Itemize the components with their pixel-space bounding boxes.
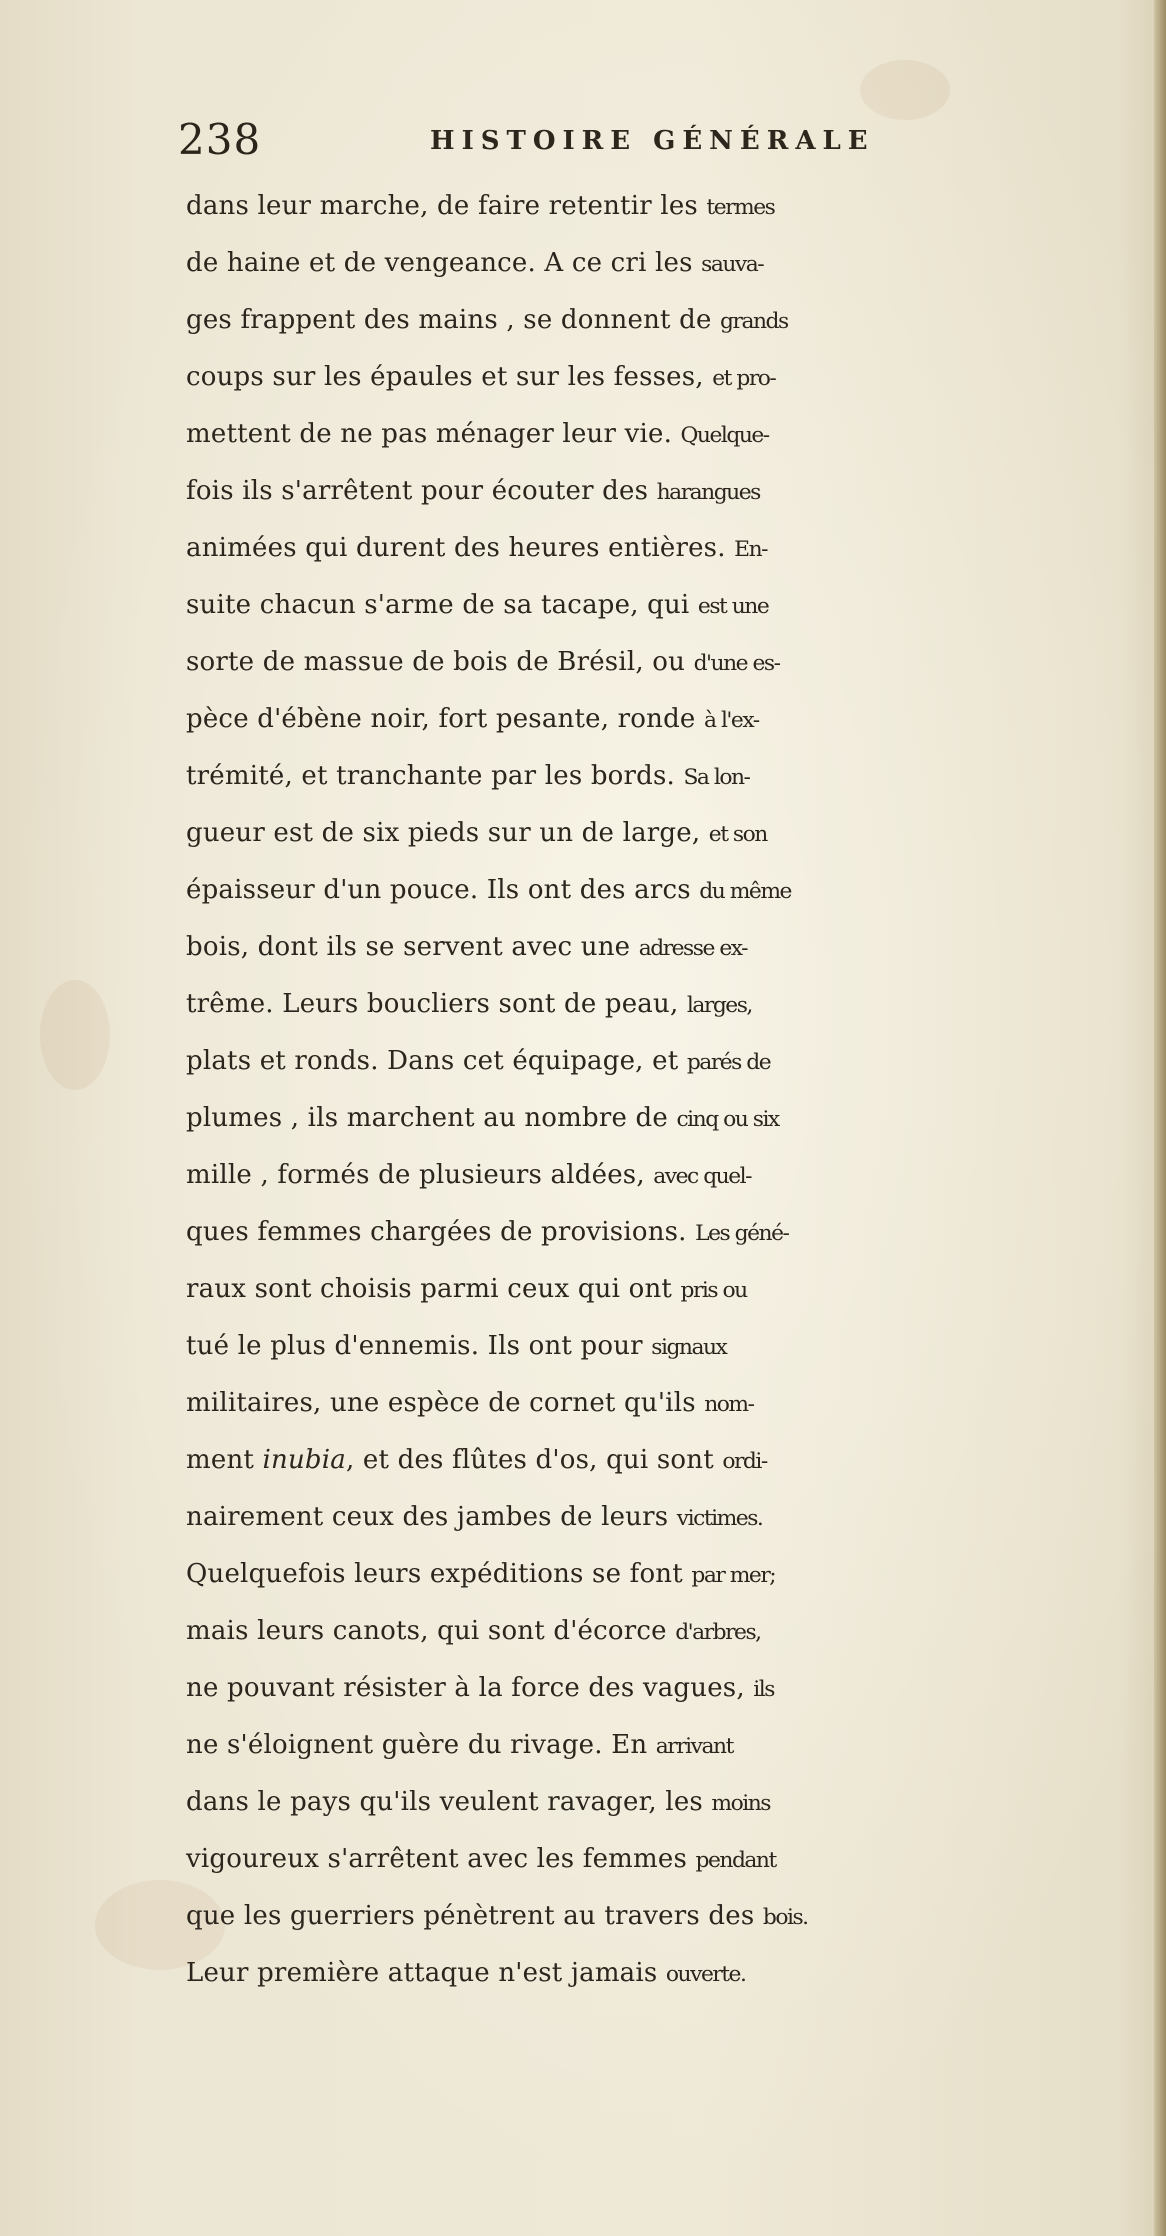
text-line-tail: est une bbox=[697, 594, 769, 619]
text-line bbox=[186, 1090, 1158, 1147]
text-line bbox=[186, 1204, 1158, 1261]
text-line-tail: avec quel- bbox=[653, 1164, 751, 1189]
text-line bbox=[186, 520, 1158, 577]
text-line-tail: pendant bbox=[695, 1848, 776, 1873]
text-line-main: ges frappent des mains , se donnent de bbox=[186, 305, 721, 335]
text-line bbox=[186, 1717, 1158, 1774]
text-line-tail: et son bbox=[708, 822, 767, 847]
text-line-tail: arrivant bbox=[655, 1734, 733, 1759]
text-line-tail: et pro- bbox=[712, 366, 776, 391]
text-line bbox=[186, 805, 1158, 862]
text-line-tail: d'arbres, bbox=[675, 1620, 761, 1645]
text-line-tail: signaux bbox=[651, 1335, 727, 1360]
text-line bbox=[186, 292, 1158, 349]
text-line bbox=[186, 1489, 1158, 1546]
text-line bbox=[186, 1831, 1158, 1888]
text-line-tail: pris ou bbox=[680, 1278, 747, 1303]
text-line-main: gueur est de six pieds sur un de large, bbox=[186, 818, 709, 848]
text-line bbox=[186, 1546, 1158, 1603]
text-line-main: dans le pays qu'ils veulent ravager, les bbox=[186, 1787, 712, 1817]
text-line bbox=[186, 976, 1158, 1033]
text-line-main: plumes , ils marchent au nombre de bbox=[186, 1103, 677, 1133]
text-line-main: Quelquefois leurs expéditions se font bbox=[186, 1559, 692, 1589]
text-line-tail: parés de bbox=[686, 1050, 771, 1075]
text-line-main: dans leur marche, de faire retentir les bbox=[186, 191, 707, 221]
text-line-main: Leur première attaque n'est jamais bbox=[186, 1958, 666, 1988]
text-line-main: vigoureux s'arrêtent avec les femmes bbox=[186, 1844, 696, 1874]
text-line-main: tué le plus d'ennemis. Ils ont pour bbox=[186, 1331, 652, 1361]
text-line-main: trême. Leurs boucliers sont de peau, bbox=[186, 989, 687, 1019]
text-line bbox=[186, 919, 1158, 976]
text-line-tail: En- bbox=[734, 537, 768, 562]
text-line bbox=[186, 1375, 1158, 1432]
text-line-main: militaires, une espèce de cornet qu'ils bbox=[186, 1388, 705, 1418]
text-line-tail: adresse ex- bbox=[638, 936, 748, 961]
text-line-main: coups sur les épaules et sur les fesses, bbox=[186, 362, 713, 392]
text-line bbox=[186, 1603, 1158, 1660]
text-line-main: raux sont choisis parmi ceux qui ont bbox=[186, 1274, 681, 1304]
text-line-tail: bois. bbox=[762, 1905, 808, 1930]
text-line bbox=[186, 406, 1158, 463]
text-line-tail: harangues bbox=[656, 480, 760, 505]
text-line-tail: termes bbox=[706, 195, 775, 220]
text-line bbox=[186, 1318, 1158, 1375]
text-line bbox=[186, 691, 1158, 748]
text-line-main: épaisseur d'un pouce. Ils ont des arcs bbox=[186, 875, 700, 905]
text-line-main: ne s'éloignent guère du rivage. En bbox=[186, 1730, 656, 1760]
text-line-tail: sauva- bbox=[701, 252, 764, 277]
text-line-main: pèce d'ébène noir, fort pesante, ronde bbox=[186, 704, 704, 734]
text-line-main: animées qui durent des heures entières. bbox=[186, 533, 735, 563]
text-line-main: , et des flûtes d'os, qui sont bbox=[345, 1445, 723, 1475]
text-line-tail: grands bbox=[720, 309, 788, 334]
text-line bbox=[186, 349, 1158, 406]
page-header bbox=[178, 110, 978, 170]
text-line-main: fois ils s'arrêtent pour écouter des bbox=[186, 476, 657, 506]
text-line-tail: Les géné- bbox=[695, 1221, 789, 1246]
text-line-main: que les guerriers pénètrent au travers des bbox=[186, 1901, 763, 1931]
text-line-tail: d'une es- bbox=[693, 651, 780, 676]
text-line-main: mille , formés de plusieurs aldées, bbox=[186, 1160, 654, 1190]
text-line-lead: ment bbox=[186, 1445, 263, 1475]
text-line-main: trémité, et tranchante par les bords. bbox=[186, 761, 684, 791]
text-line-tail: ouverte. bbox=[665, 1962, 746, 1987]
text-line-main: bois, dont ils se servent avec une bbox=[186, 932, 639, 962]
text-line-tail: Quelque- bbox=[680, 423, 769, 448]
text-line bbox=[186, 178, 1158, 235]
text-line-tail: du même bbox=[699, 879, 791, 904]
text-line bbox=[186, 1888, 1158, 1945]
text-line-tail: cinq ou six bbox=[676, 1107, 779, 1132]
text-line bbox=[186, 1147, 1158, 1204]
text-line bbox=[186, 748, 1158, 805]
text-line-tail: victimes. bbox=[676, 1506, 763, 1531]
text-line-tail: moins bbox=[711, 1791, 771, 1816]
text-line-tail: nom- bbox=[704, 1392, 754, 1417]
text-line bbox=[186, 634, 1158, 691]
text-line-tail: à l'ex- bbox=[704, 708, 759, 733]
text-line bbox=[186, 1432, 1158, 1489]
text-line-main: ques femmes chargées de provisions. bbox=[186, 1217, 696, 1247]
text-line-main: mais leurs canots, qui sont d'écorce bbox=[186, 1616, 676, 1646]
text-line-tail: par mer; bbox=[691, 1563, 776, 1588]
text-line-tail: ils bbox=[753, 1677, 774, 1702]
body-text bbox=[186, 178, 1158, 2002]
text-line bbox=[186, 862, 1158, 919]
text-line-main: suite chacun s'arme de sa tacape, qui bbox=[186, 590, 698, 620]
text-line bbox=[186, 463, 1158, 520]
text-line-main: plats et ronds. Dans cet équipage, et bbox=[186, 1046, 687, 1076]
text-line-main: mettent de ne pas ménager leur vie. bbox=[186, 419, 681, 449]
text-line-tail: ordi- bbox=[722, 1449, 767, 1474]
text-line-tail: larges, bbox=[686, 993, 752, 1018]
text-line-main: nairement ceux des jambes de leurs bbox=[186, 1502, 677, 1532]
text-line-main: sorte de massue de bois de Brésil, ou bbox=[186, 647, 694, 677]
text-line-main: ne pouvant résister à la force des vagues, bbox=[186, 1673, 754, 1703]
text-line bbox=[186, 1774, 1158, 1831]
text-line bbox=[186, 1033, 1158, 1090]
text-line bbox=[186, 577, 1158, 634]
text-line bbox=[186, 1660, 1158, 1717]
text-line-main: de haine et de vengeance. A ce cri les bbox=[186, 248, 702, 278]
text-line bbox=[186, 1945, 1158, 2002]
page-number: 238 bbox=[178, 115, 262, 164]
italic-term: inubia bbox=[262, 1445, 346, 1475]
running-title: HISTOIRE GÉNÉRALE bbox=[430, 126, 875, 156]
paper-foxing-stain bbox=[40, 980, 110, 1090]
text-line-tail: Sa lon- bbox=[683, 765, 750, 790]
text-line bbox=[186, 1261, 1158, 1318]
text-line bbox=[186, 235, 1158, 292]
